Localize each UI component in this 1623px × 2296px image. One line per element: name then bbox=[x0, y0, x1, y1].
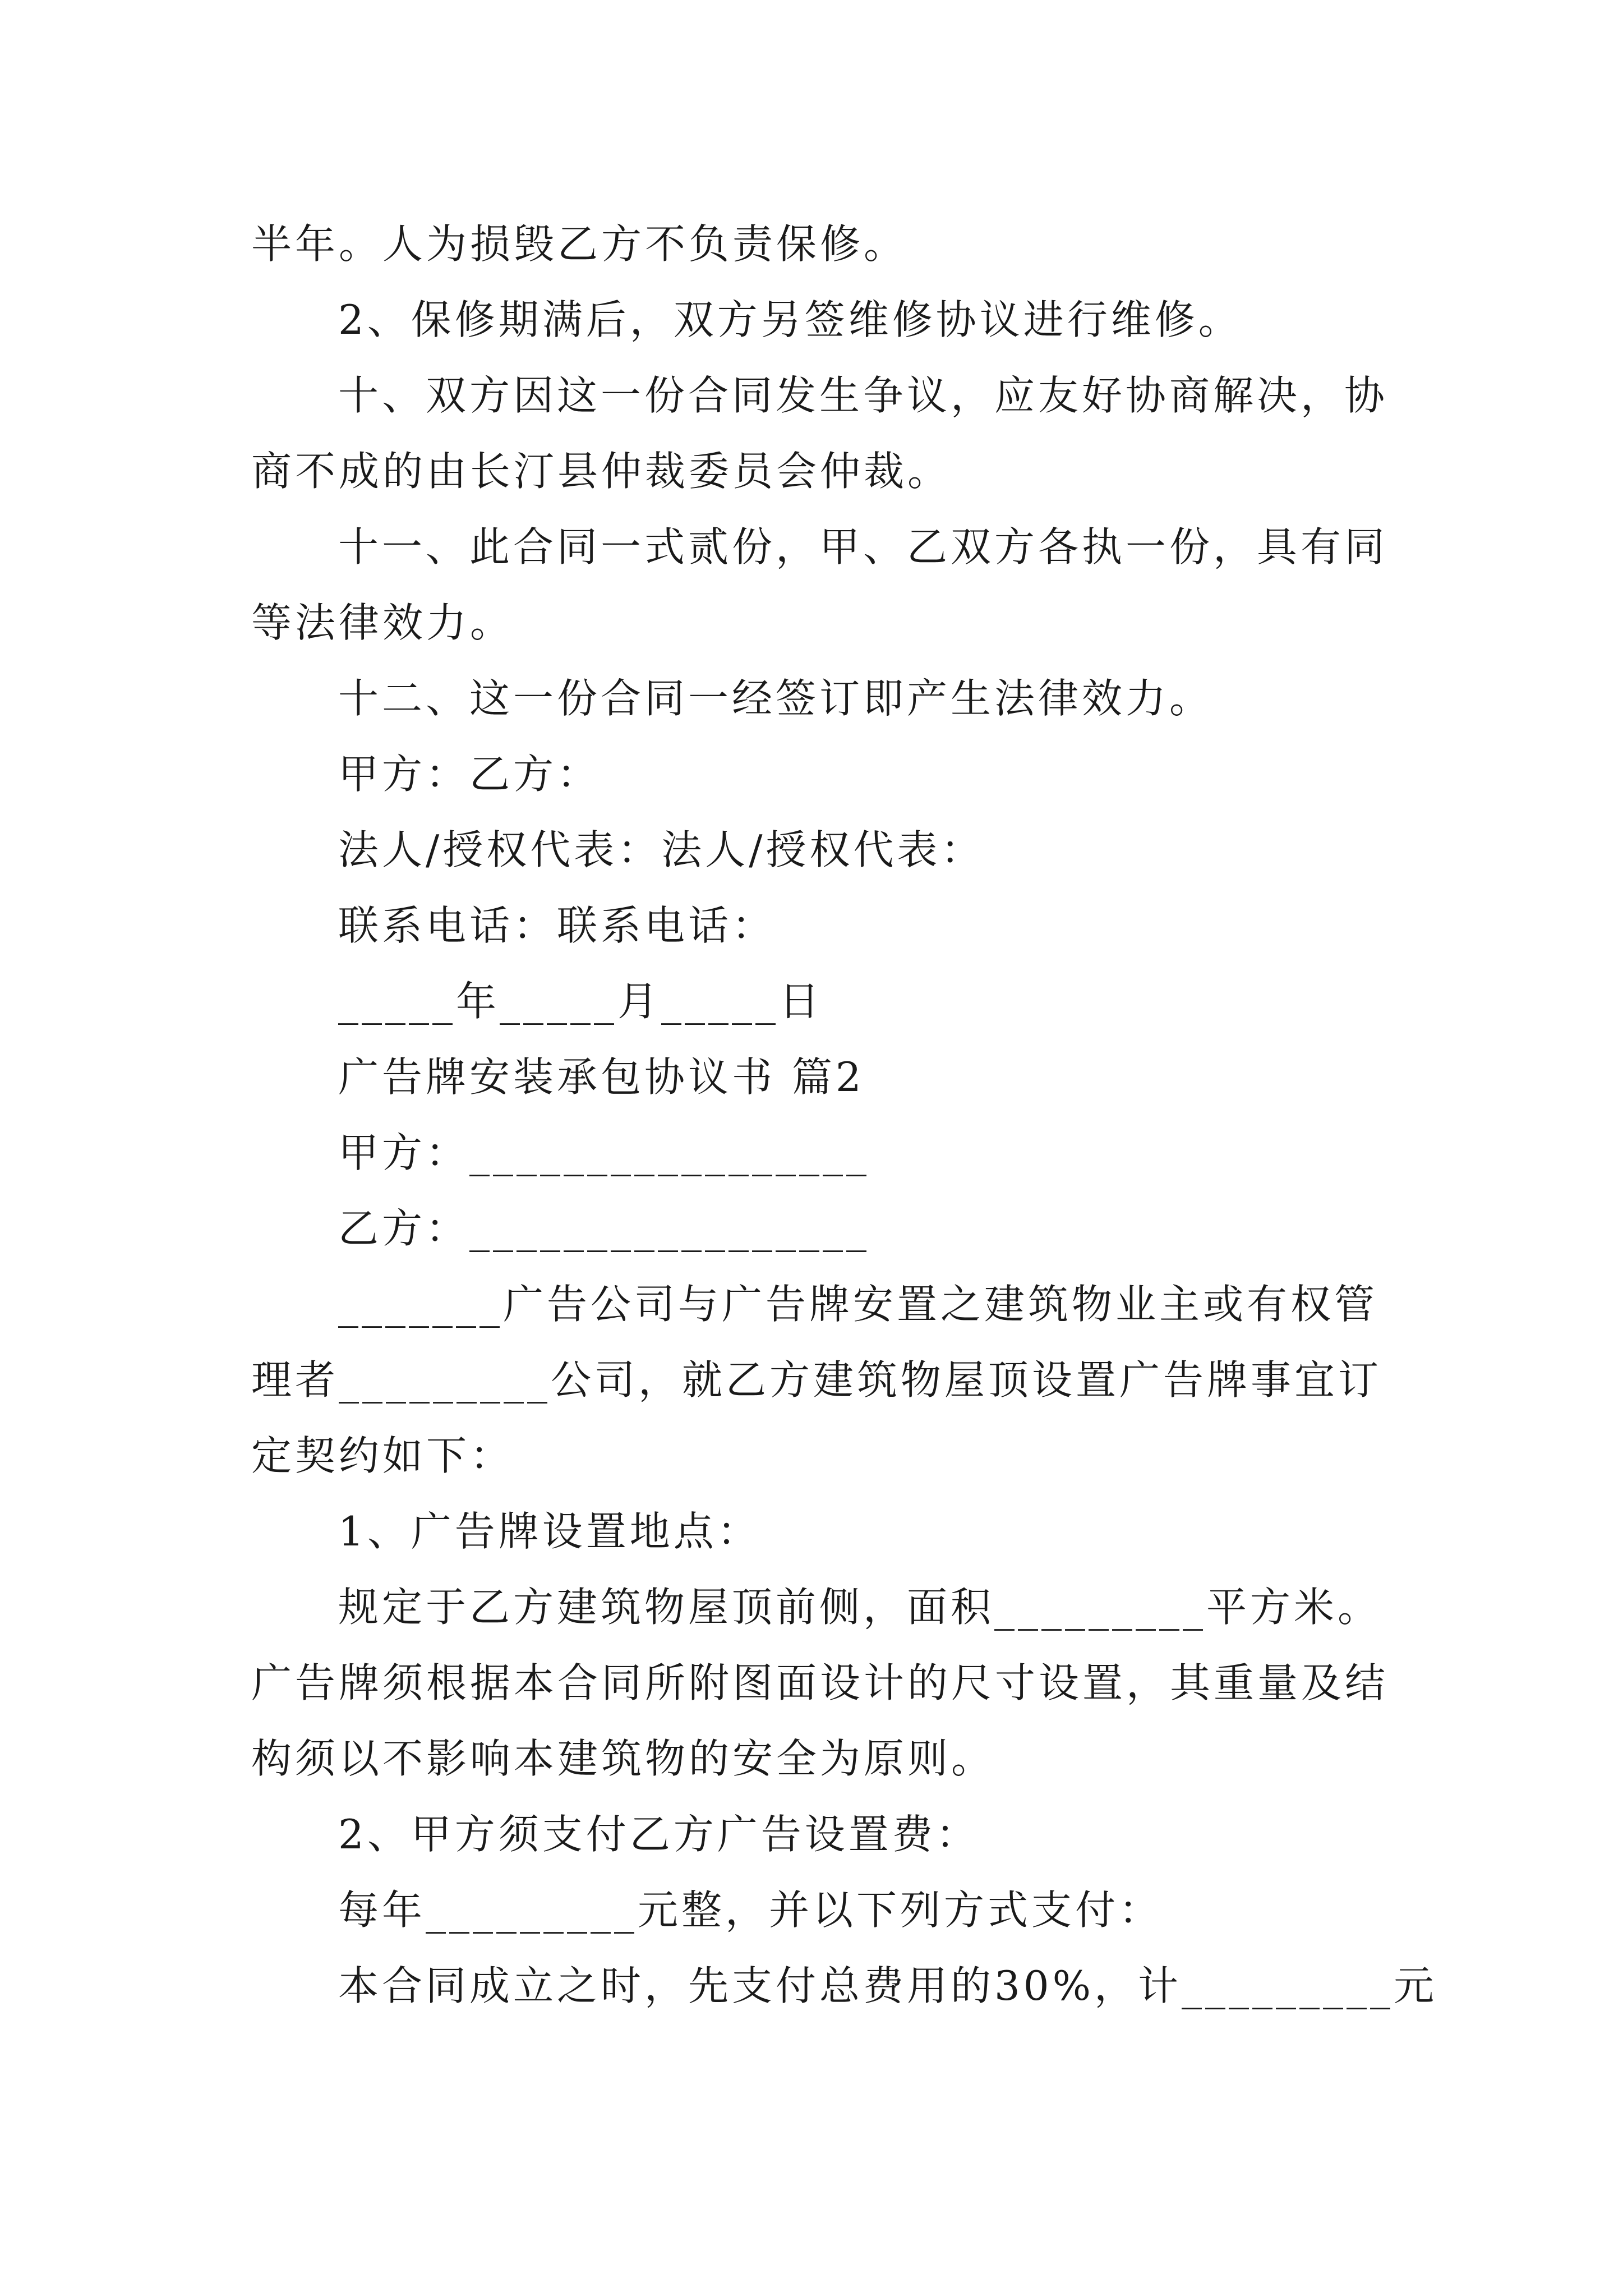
clause-heading: 2、甲方须支付乙方广告设置费： bbox=[338, 1811, 980, 1858]
body-line: 规定于乙方建筑物屋顶前侧，面积_________平方米。 bbox=[338, 1584, 1382, 1631]
body-line: 每年_________元整，并以下列方式支付： bbox=[338, 1887, 1163, 1934]
body-line: 半年。人为损毁乙方不负责保修。 bbox=[251, 220, 908, 268]
body-line: 定契约如下： bbox=[251, 1432, 514, 1479]
body-line: 十一、此合同一式贰份，甲、乙双方各执一份，具有同 bbox=[338, 523, 1389, 570]
body-line: 十二、这一份合同一经签订即产生法律效力。 bbox=[338, 675, 1214, 722]
party-b-line: 乙方：_________________ bbox=[338, 1205, 870, 1252]
body-line: 十、双方因这一份合同发生争议，应友好协商解决，协 bbox=[338, 372, 1389, 419]
section-heading: 广告牌安装承包协议书 篇2 bbox=[338, 1053, 865, 1101]
body-line: 商不成的由长汀县仲裁委员会仲裁。 bbox=[251, 448, 952, 495]
signature-representative-line: 法人/授权代表：法人/授权代表： bbox=[338, 826, 985, 873]
body-line: 理者_________公司，就乙方建筑物屋顶设置广告牌事宜订 bbox=[251, 1356, 1382, 1404]
body-line: _______广告公司与广告牌安置之建筑物业主或有权管 bbox=[338, 1281, 1378, 1328]
signature-party-line: 甲方：乙方： bbox=[338, 751, 601, 798]
clause-heading: 1、广告牌设置地点： bbox=[338, 1508, 761, 1555]
body-line: 构须以不影响本建筑物的安全为原则。 bbox=[251, 1735, 995, 1782]
body-line: 2、保修期满后，双方另签维修协议进行维修。 bbox=[338, 296, 1242, 343]
body-line: 广告牌须根据本合同所附图面设计的尺寸设置，其重量及结 bbox=[251, 1659, 1389, 1706]
body-line: 等法律效力。 bbox=[251, 599, 514, 646]
party-a-line: 甲方：_________________ bbox=[338, 1129, 870, 1176]
signature-phone-line: 联系电话：联系电话： bbox=[338, 902, 776, 949]
body-line: 本合同成立之时，先支付总费用的30%，计_________元 bbox=[338, 1962, 1438, 2009]
signature-date-line: _____年_____月_____日 bbox=[338, 978, 823, 1025]
